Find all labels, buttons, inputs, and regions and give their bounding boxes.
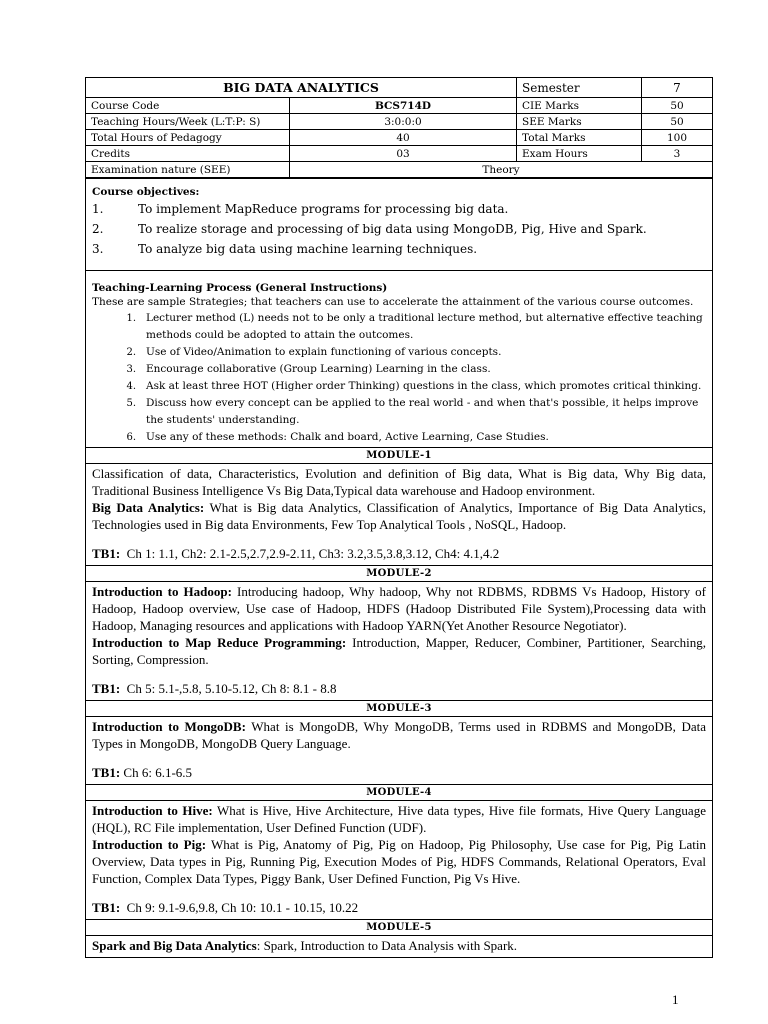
module-4-heading: MODULE-4 — [86, 784, 712, 800]
exam-nature-value: Theory — [290, 162, 713, 178]
objective-number: 2. — [92, 222, 104, 236]
list-item — [92, 310, 706, 344]
objective-number: 3. — [92, 242, 104, 256]
syllabus-sheet — [85, 77, 713, 958]
topic-text: What is Pig, Anatomy of Pig, Pig on Hadoop, Pig Philosophy, Use case for Pig, Pig Latin Overview, Data types in Pig, Running Pig, Execution Modes of Pig, HDFS Commands, Relational Operators, Eval Function, Complex Data Types, Piggy Bank, User Defined Function, Pig Vs Hive. — [92, 837, 707, 886]
marks-value: 50 — [642, 98, 713, 114]
list-number: 5. — [126, 398, 136, 409]
module-3-body — [86, 716, 712, 784]
module-text — [92, 802, 706, 836]
info-value: 03 — [290, 146, 517, 162]
objective-item — [92, 239, 706, 259]
exam-nature-label: Examination nature (SEE) — [86, 162, 290, 178]
topic-heading: Introduction to MongoDB: — [92, 719, 246, 734]
semester-value: 7 — [642, 78, 713, 98]
info-value: 3:0:0:0 — [290, 114, 517, 130]
list-item — [92, 429, 706, 446]
textbook-reference — [92, 764, 706, 781]
teaching-process-section — [86, 270, 712, 447]
marks-value: 3 — [642, 146, 713, 162]
info-row — [86, 146, 712, 162]
teaching-list — [92, 310, 706, 446]
list-number: 4. — [126, 381, 136, 392]
objective-number: 1. — [92, 202, 104, 216]
textbook-label: TB1: — [92, 546, 121, 561]
marks-label: SEE Marks — [517, 114, 642, 130]
objective-text: To implement MapReduce programs for processing big data. — [138, 202, 509, 216]
module-text — [92, 937, 706, 954]
topic-heading: Introduction to Map Reduce Programming: — [92, 635, 347, 650]
info-label: Credits — [86, 146, 290, 162]
info-row — [86, 98, 712, 114]
textbook-label: TB1: — [92, 900, 121, 915]
module-1-body — [86, 463, 712, 565]
textbook-label: TB1: — [92, 681, 121, 696]
module-1-heading: MODULE-1 — [86, 447, 712, 463]
topic-heading: Big Data Analytics: — [92, 500, 205, 515]
module-text — [92, 634, 706, 668]
module-text — [92, 499, 706, 533]
list-number: 6. — [126, 432, 136, 443]
list-item — [92, 378, 706, 395]
semester-label: Semester — [517, 78, 642, 98]
course-title: BIG DATA ANALYTICS — [86, 78, 517, 98]
objectives-heading: Course objectives: — [92, 186, 200, 198]
info-label: Total Hours of Pedagogy — [86, 130, 290, 146]
topic-text: What is Big data Analytics, Classification of Analytics, Importance of Big Data Analytics, Technologies used in Big data Environments, Few Top Analytical Tools , NoSQL, Hadoop. — [92, 500, 706, 532]
module-text: Classification of data, Characteristics, Evolution and definition of Big data, What is Big data, Why Big data, Traditional Business Intelligence Vs Big Data,Typical data warehouse and Hadoop environment. — [92, 466, 706, 498]
list-text: Encourage collaborative (Group Learning) Learning in the class. — [146, 363, 491, 375]
teaching-intro: These are sample Strategies; that teachers can use to accelerate the attainment of the various course outcomes. — [92, 296, 694, 308]
teaching-heading: Teaching-Learning Process (General Instructions) — [92, 282, 388, 294]
list-number: 2. — [126, 347, 136, 358]
topic-text: Introducing hadoop, Why hadoop, Why not RDBMS, RDBMS Vs Hadoop, History of Hadoop, Hadoop overview, Use case of Hadoop, HDFS (Hadoop Distributed File System),Processing data with Hadoop, Managing resources and applications with Hadoop YARN(Yet Another Resource Negotiator). — [92, 584, 706, 633]
marks-label: Total Marks — [517, 130, 642, 146]
module-text — [92, 583, 706, 634]
topic-text: : Spark, Introduction to Data Analysis with Spark. — [256, 938, 518, 953]
list-text: Discuss how every concept can be applied to the real world - and when that's possible, it helps improve the students' understanding. — [146, 397, 699, 426]
objective-item — [92, 219, 706, 239]
info-label: Course Code — [86, 98, 290, 114]
course-info-table — [86, 78, 712, 178]
textbook-reference — [92, 899, 706, 916]
textbook-label: TB1: — [92, 765, 121, 780]
topic-heading: Introduction to Hadoop: — [92, 584, 232, 599]
info-value: 40 — [290, 130, 517, 146]
module-2-body — [86, 581, 712, 700]
textbook-chapters: Ch 1: 1.1, Ch2: 2.1-2.5,2.7,2.9-2.11, Ch3: 3.2,3.5,3.8,3.12, Ch4: 4.1,4.2 — [120, 546, 500, 561]
marks-label: Exam Hours — [517, 146, 642, 162]
objectives-section — [86, 178, 712, 270]
list-number: 3. — [126, 364, 136, 375]
list-text: Use of Video/Animation to explain functioning of various concepts. — [146, 346, 502, 358]
marks-label: CIE Marks — [517, 98, 642, 114]
module-5-body — [86, 935, 712, 957]
list-item — [92, 395, 706, 429]
topic-text: Introduction, Mapper, Reducer, Combiner, Partitioner, Searching, Sorting, Compression. — [92, 635, 706, 667]
list-number: 1. — [126, 313, 136, 324]
info-row — [86, 114, 712, 130]
list-text: Ask at least three HOT (Higher order Thinking) questions in the class, which promotes critical thinking. — [146, 380, 702, 392]
objective-text: To analyze big data using machine learning techniques. — [138, 242, 478, 256]
module-text — [92, 836, 706, 887]
marks-value: 50 — [642, 114, 713, 130]
module-5-heading: MODULE-5 — [86, 919, 712, 935]
textbook-reference — [92, 545, 706, 562]
textbook-chapters: Ch 5: 5.1-,5.8, 5.10-5.12, Ch 8: 8.1 - 8.8 — [120, 681, 337, 696]
objective-item — [92, 199, 706, 219]
topic-text: What is MongoDB, Why MongoDB, Terms used in RDBMS and MongoDB, Data Types in MongoDB, MongoDB Query Language. — [92, 719, 706, 751]
page-number: 1 — [672, 992, 679, 1007]
list-text: Lecturer method (L) needs not to be only a traditional lecture method, but alternative effective teaching methods could be adopted to attain the outcomes. — [146, 312, 703, 341]
info-value: BCS714D — [290, 98, 517, 114]
marks-value: 100 — [642, 130, 713, 146]
list-item — [92, 344, 706, 361]
topic-heading: Spark and Big Data Analytics — [92, 938, 257, 953]
textbook-chapters: Ch 6: 6.1-6.5 — [120, 765, 193, 780]
module-4-body — [86, 800, 712, 919]
topic-heading: Introduction to Hive: — [92, 803, 213, 818]
info-label: Teaching Hours/Week (L:T:P: S) — [86, 114, 290, 130]
list-item — [92, 361, 706, 378]
info-row — [86, 130, 712, 146]
module-text — [92, 718, 706, 752]
module-2-heading: MODULE-2 — [86, 565, 712, 581]
list-text: Use any of these methods: Chalk and board, Active Learning, Case Studies. — [146, 431, 549, 443]
textbook-reference — [92, 680, 706, 697]
module-3-heading: MODULE-3 — [86, 700, 712, 716]
objective-text: To realize storage and processing of big data using MongoDB, Pig, Hive and Spark. — [138, 222, 647, 236]
topic-text: What is Hive, Hive Architecture, Hive data types, Hive file formats, Hive Query Language (HQL), RC File implementation, User Defined Function (UDF). — [92, 803, 706, 835]
textbook-chapters: Ch 9: 9.1-9.6,9.8, Ch 10: 10.1 - 10.15, 10.22 — [120, 900, 359, 915]
exam-nature-row — [86, 162, 712, 178]
topic-heading: Introduction to Pig: — [92, 837, 207, 852]
